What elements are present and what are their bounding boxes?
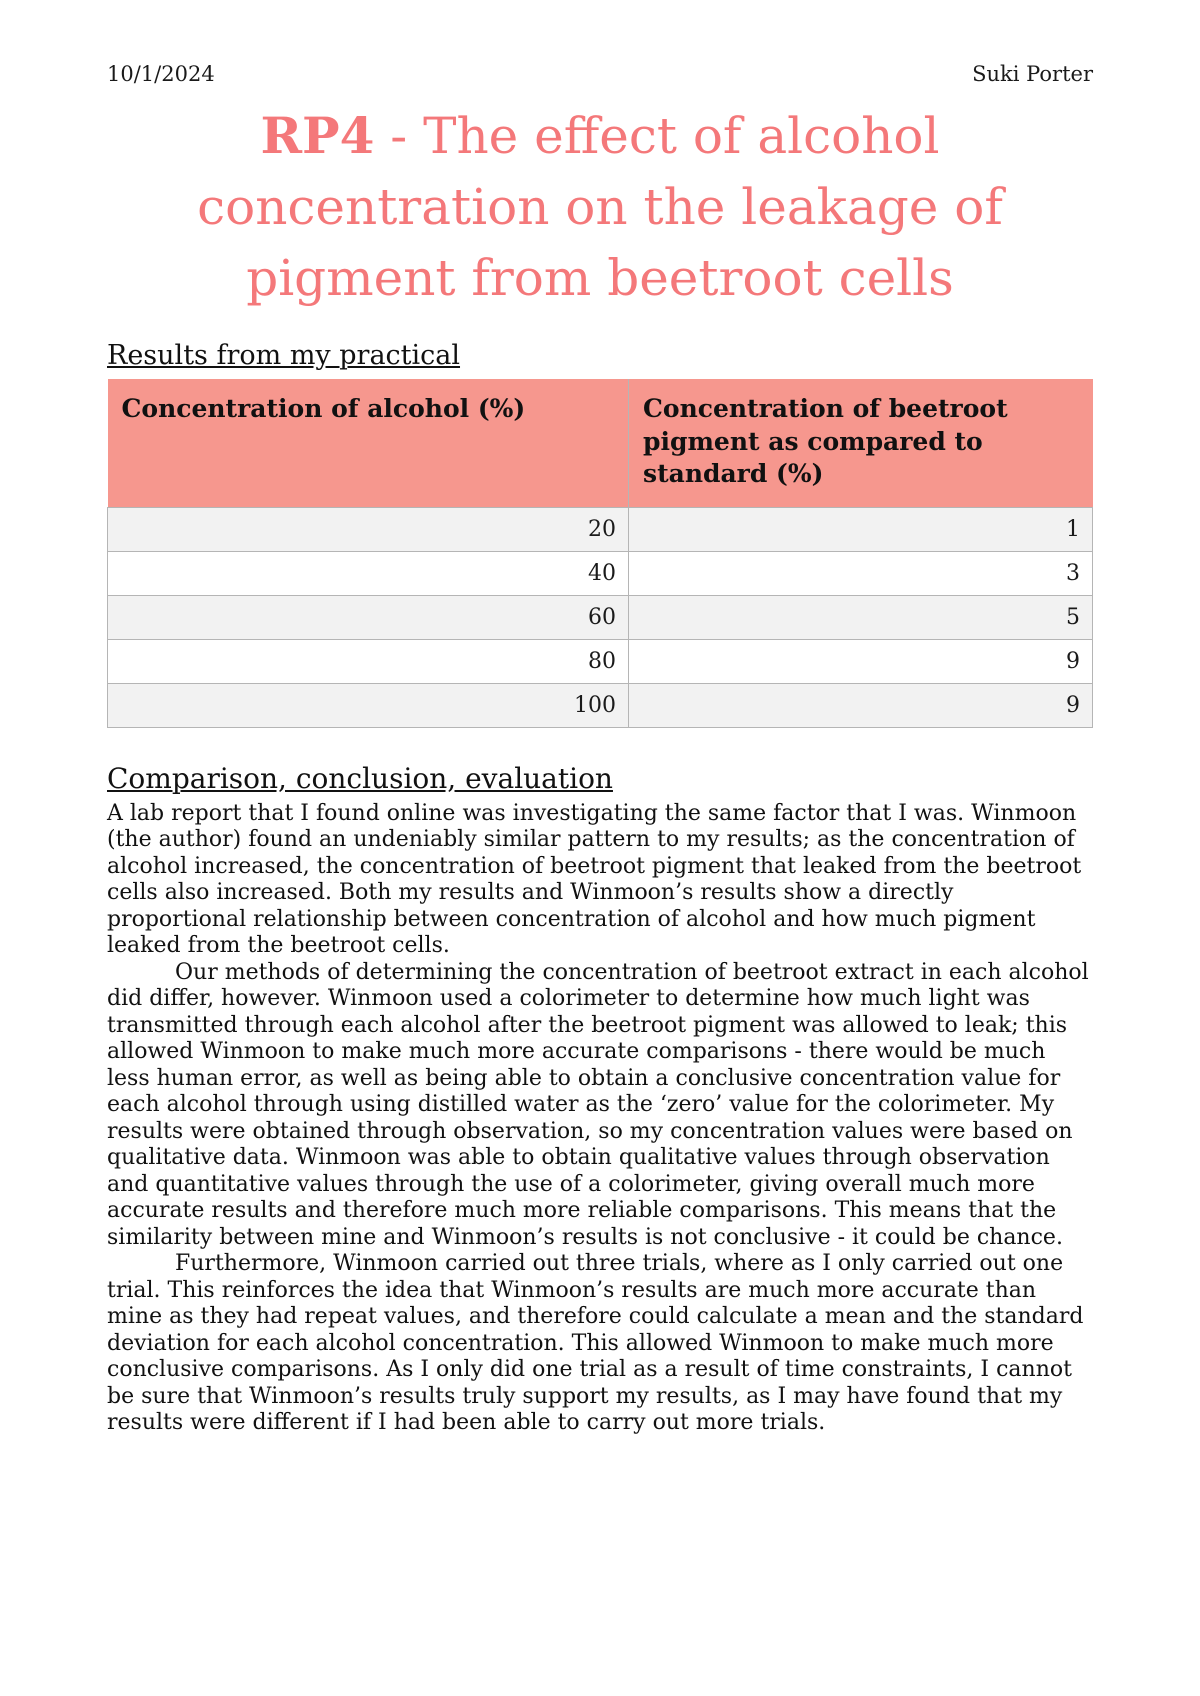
cell-pigment: 9	[629, 683, 1093, 727]
header-date: 10/1/2024	[107, 62, 215, 86]
paragraph-3: Furthermore, Winmoon carried out three trials, where as I only carried out one trial. This reinforces the idea that Winmoon’s results are much more accurate than mine as they had repeat values, and therefore could calculate a mean and the standard deviation for each alcohol concentration. This allowed Winmoon to make much more conclusive comparisons. As I only did one trial as a result of time constraints, I cannot be sure that Winmoon’s results truly support my results, as I may have found that my results were different if I had been able to carry out more trials.	[107, 1251, 1084, 1435]
cell-pigment: 9	[629, 639, 1093, 683]
comparison-body-text	[107, 801, 1093, 1437]
page-title-rest: - The effect of alcohol concentration on the leakage of pigment from beetroot cells	[197, 107, 1003, 307]
document-header	[107, 62, 1093, 86]
cell-alcohol: 20	[108, 507, 629, 551]
header-author: Suki Porter	[972, 62, 1093, 86]
paragraph-1: A lab report that I found online was investigating the same factor that I was. Winmoon (the author) found an undeniably similar pattern to my results; as the concentration of alcohol increased, the concentration of beetroot pigment that leaked from the beetroot cells also increased. Both my results and Winmoon’s results show a directly proportional relationship between concentration of alcohol and how much pigment leaked from the beetroot cells.	[107, 800, 1082, 958]
results-section-heading: Results from my practical	[107, 340, 461, 371]
cell-alcohol: 40	[108, 551, 629, 595]
results-table-header	[108, 379, 1093, 507]
results-table	[107, 379, 1093, 728]
table-header-row	[108, 379, 1093, 507]
comparison-section-heading: Comparison, conclusion, evaluation	[107, 761, 613, 795]
cell-alcohol: 100	[108, 683, 629, 727]
table-row	[108, 595, 1093, 639]
table-row	[108, 507, 1093, 551]
page-title-prefix: RP4	[260, 106, 375, 165]
cell-alcohol: 60	[108, 595, 629, 639]
column-header-pigment: Concentration of beetroot pigment as compared to standard (%)	[629, 379, 1093, 507]
cell-pigment: 1	[629, 507, 1093, 551]
cell-alcohol: 80	[108, 639, 629, 683]
page-title	[107, 100, 1093, 314]
results-table-body	[108, 507, 1093, 727]
table-row	[108, 551, 1093, 595]
table-row	[108, 683, 1093, 727]
paragraph-2: Our methods of determining the concentration of beetroot extract in each alcohol did differ, however. Winmoon used a colorimeter to determine how much light was transmitted through each alcohol after the beetroot pigment was allowed to leak; this allowed Winmoon to make much more accurate comparisons - there would be much less human error, as well as being able to obtain a conclusive concentration value for each alcohol through using distilled water as the ‘zero’ value for the colorimeter. My results were obtained through observation, so my concentration values were based on qualitative data. Winmoon was able to obtain qualitative values through observation and quantitative values through the use of a colorimeter, giving overall much more accurate results and therefore much more reliable comparisons. This means that the similarity between mine and Winmoon’s results is not conclusive - it could be chance.	[107, 959, 1089, 1250]
cell-pigment: 3	[629, 551, 1093, 595]
table-row	[108, 639, 1093, 683]
cell-pigment: 5	[629, 595, 1093, 639]
column-header-alcohol: Concentration of alcohol (%)	[108, 379, 629, 507]
